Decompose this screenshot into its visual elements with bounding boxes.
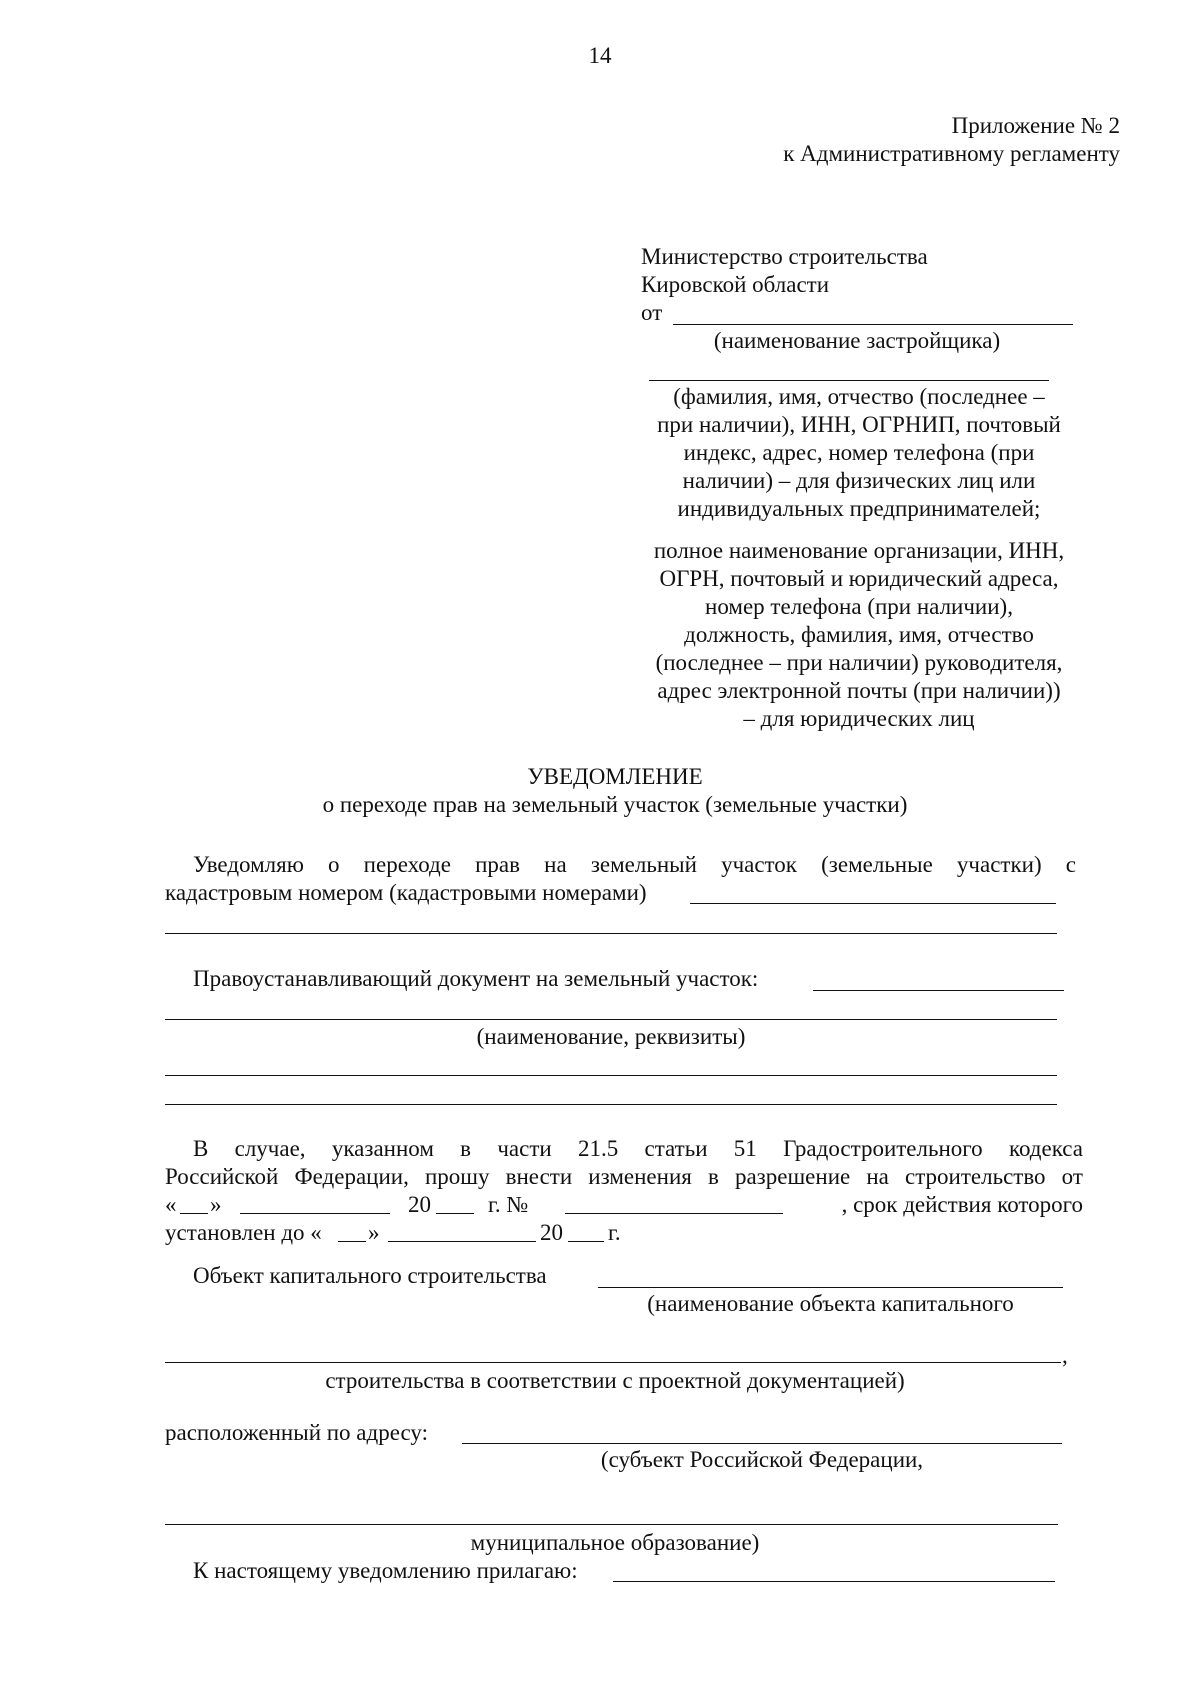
word: Российской (165, 1164, 279, 1189)
capital-object-label: Объект капитального строительства (193, 1263, 547, 1288)
word: прав (475, 852, 520, 877)
permit-day-field[interactable] (180, 1213, 208, 1214)
word: участки) (956, 852, 1042, 877)
word: статьи (644, 1136, 708, 1161)
word: от (1061, 1164, 1083, 1189)
capital-object-field-2[interactable] (165, 1362, 1061, 1363)
individual-caption-line: наличии) – для физических лиц или (682, 468, 1036, 493)
word: Градостроительного (783, 1136, 983, 1161)
rights-document-field-2[interactable] (165, 1019, 1057, 1020)
word: на (544, 852, 567, 877)
attachments-label: К настоящему уведомлению прилагаю: (193, 1558, 578, 1583)
word: изменения (588, 1164, 692, 1189)
legal-caption-line: номер телефона (при наличии), (705, 594, 1013, 619)
permit-year-field[interactable] (436, 1213, 474, 1214)
word: части (497, 1136, 552, 1161)
cadastral-number-field-2[interactable] (165, 933, 1057, 934)
permit-year-prefix: 20 (408, 1192, 431, 1217)
word: земельный (590, 852, 697, 877)
word: В (193, 1136, 209, 1161)
address-field[interactable] (462, 1443, 1062, 1444)
legal-caption-line: (последнее – при наличии) руководителя, (655, 650, 1063, 675)
address-caption-1: (субъект Российской Федерации, (600, 1447, 924, 1472)
validity-text: , срок действия которого (841, 1192, 1083, 1217)
permit-date-close-quote: » (210, 1192, 222, 1217)
permit-number-label: г. № (488, 1192, 529, 1217)
word: переходе (363, 852, 451, 877)
permit-month-field[interactable] (240, 1213, 390, 1214)
permit-date-open-quote: « (165, 1192, 177, 1217)
validity-day-field[interactable] (338, 1241, 366, 1242)
legal-caption-line: должность, фамилия, имя, отчество (684, 622, 1034, 647)
rights-document-field-3[interactable] (165, 1075, 1057, 1076)
word: случае, (234, 1136, 306, 1161)
builder-name-field[interactable] (673, 324, 1073, 325)
validity-year-prefix: 20 (540, 1220, 563, 1245)
attachments-field[interactable] (613, 1581, 1055, 1582)
word: на (866, 1164, 889, 1189)
word: Уведомляю (193, 852, 304, 877)
document-subtitle: о переходе прав на земельный участок (земельные участки) (322, 792, 908, 817)
address-label: расположенный по адресу: (165, 1420, 428, 1445)
builder-caption: (наименование застройщика) (713, 328, 1001, 353)
rights-document-field-4[interactable] (165, 1104, 1057, 1105)
word: указанном (331, 1136, 434, 1161)
notice-paragraph-line-1 (193, 851, 1076, 879)
validity-year-field[interactable] (568, 1241, 604, 1242)
page-number: 14 (588, 43, 612, 68)
validity-close-quote: » (368, 1220, 380, 1245)
change-paragraph-line-1 (193, 1135, 1083, 1163)
word: о (328, 852, 340, 877)
individual-caption-line: индивидуальных предпринимателей; (677, 496, 1041, 521)
word: внести (505, 1164, 573, 1189)
change-paragraph-line-2 (165, 1163, 1083, 1191)
word: в (460, 1136, 472, 1161)
document-title: УВЕДОМЛЕНИЕ (527, 764, 703, 789)
addressee-line-2: Кировской области (641, 272, 830, 297)
validity-month-field[interactable] (388, 1241, 536, 1242)
cadastral-label: кадастровым номером (кадастровыми номерами) (165, 880, 647, 905)
rights-document-caption: (наименование, реквизиты) (476, 1024, 746, 1049)
address-caption-2: муниципальное образование) (470, 1530, 760, 1555)
rights-document-label: Правоустанавливающий документ на земельный участок: (193, 966, 759, 991)
from-label: от (641, 300, 663, 325)
capital-object-caption-1: (наименование объекта капитального (647, 1291, 1014, 1316)
individual-caption-line: (фамилия, имя, отчество (последнее – (673, 384, 1045, 409)
legal-caption-line: – для юридических лиц (743, 706, 975, 731)
individual-caption-line: индекс, адрес, номер телефона (при (683, 440, 1035, 465)
legal-caption-line: адрес электронной почты (при наличии)) (657, 678, 1061, 703)
word: с (1065, 852, 1076, 877)
permit-number-field[interactable] (565, 1213, 783, 1214)
individual-caption-line: при наличии), ИНН, ОГРНИП, почтовый (657, 412, 1061, 437)
capital-object-field[interactable] (598, 1287, 1063, 1288)
word: прошу (424, 1164, 490, 1189)
addressee-line-1: Министерство строительства (641, 244, 928, 269)
word: кодекса (1008, 1136, 1083, 1161)
word: участок (721, 852, 797, 877)
word: в (707, 1164, 719, 1189)
legal-caption-line: полное наименование организации, ИНН, (653, 538, 1065, 563)
word: 21.5 (577, 1136, 619, 1161)
address-field-2[interactable] (165, 1524, 1058, 1525)
word: Федерации, (294, 1164, 409, 1189)
word: строительство (905, 1164, 1046, 1189)
legal-caption-line: ОГРН, почтовый и юридический адреса, (659, 566, 1059, 591)
cadastral-number-field[interactable] (690, 903, 1056, 904)
word: (земельные (821, 852, 933, 877)
appendix-subtitle: к Административному регламенту (783, 141, 1120, 166)
capital-object-comma: , (1062, 1343, 1068, 1368)
word: разрешение (734, 1164, 851, 1189)
appendix-title: Приложение № 2 (951, 113, 1120, 138)
validity-year-suffix: г. (608, 1220, 621, 1245)
capital-object-caption-2: строительства в соответствии с проектной документацией) (325, 1368, 905, 1393)
word: 51 (733, 1136, 757, 1161)
established-label: установлен до « (165, 1220, 322, 1245)
builder-details-field[interactable] (649, 380, 1049, 381)
rights-document-field[interactable] (813, 990, 1064, 991)
